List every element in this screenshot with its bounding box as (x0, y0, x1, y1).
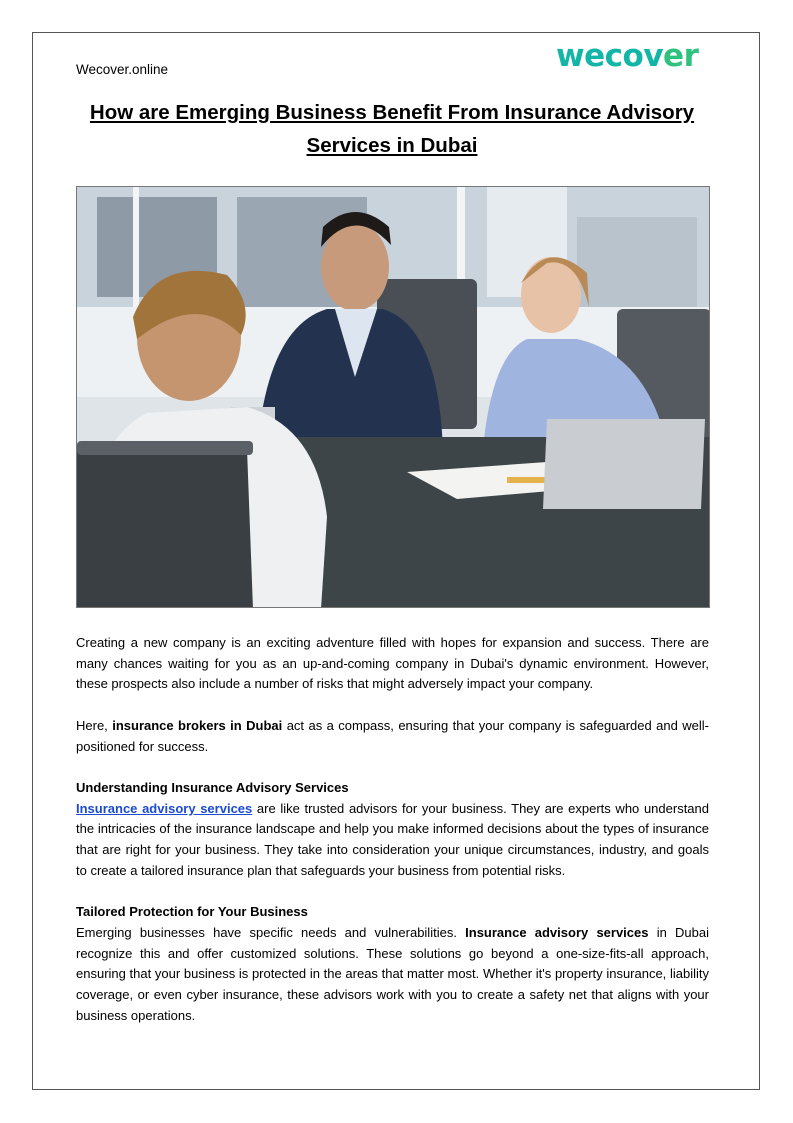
heading-understanding: Understanding Insurance Advisory Services (76, 779, 349, 795)
insurance-advisory-link[interactable]: Insurance advisory services (76, 800, 253, 816)
p2-bold: insurance brokers in Dubai (112, 717, 283, 733)
paragraph-intro: Creating a new company is an exciting adventure filled with hopes for expansion and success. There are many chances waiting for you as an up-and-coming company in Dubai's dynamic environment. However, these prospects also include a number of risks that might adversely impact your company. (76, 635, 709, 692)
p4-post: in Dubai recognize this and offer customized solutions. These solutions go beyond a one-size-fits-all approach, ensuring that your business is protected in the areas that matter most. Whether it's property insurance, liability coverage, or even cyber insurance, these advisors work with you to create a safety net that aligns with your business operations. (76, 924, 709, 1023)
paragraph-advisory (76, 799, 709, 882)
logo-text-1: wecov (556, 38, 664, 74)
paragraph-tailored (76, 923, 709, 1027)
article-body (76, 633, 709, 1047)
wecover-logo[interactable] (556, 38, 698, 74)
p4-bold: Insurance advisory services (465, 924, 649, 940)
p4-pre: Emerging businesses have specific needs and vulnerabilities. (76, 924, 466, 940)
paragraph-brokers (76, 716, 709, 757)
business-meeting-photo (76, 186, 710, 608)
page-title: How are Emerging Business Benefit From Insurance Advisory Services in Dubai (89, 101, 695, 157)
site-name: Wecover.online (76, 62, 169, 77)
p2-post: act as a compass, ensuring that your company is safeguarded and well-positioned for success. (76, 717, 709, 754)
p2-pre: Here, (76, 717, 113, 733)
p3-post: are like trusted advisors for your business. They are experts who understand the intricacies of the insurance landscape and help you make informed decisions about the types of insurance that are right for your business. They take into consideration your unique circumstances, industry, and goals to create a tailored insurance plan that safeguards your business from potential risks. (76, 800, 709, 878)
logo-text-2: er (663, 38, 699, 74)
heading-tailored: Tailored Protection for Your Business (76, 904, 308, 920)
